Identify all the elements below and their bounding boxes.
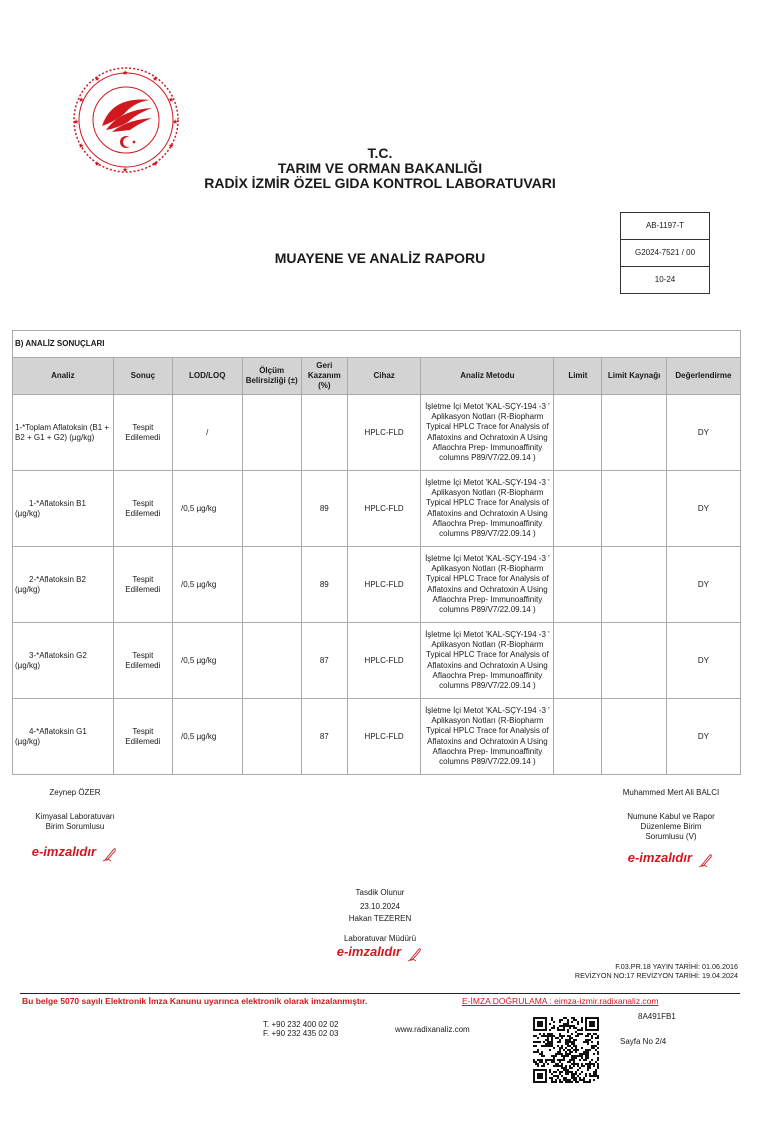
- cell-geri-kazanim: [301, 395, 347, 471]
- cell-analiz: [13, 547, 113, 623]
- cell-analiz-metodu: İşletme İçi Metot 'KAL-SÇY-194 -3 ' Aplikasyon Notları (R-Biopharm Typical HPLC Trace for Analysis of Aflatoxins and Ochratoxin A Using Aflaochra Prep- Immunoaffinity columns P89/V7/22.09.14 ): [421, 547, 554, 623]
- cell-cihaz: HPLC-FLD: [347, 547, 421, 623]
- page-number: Sayfa No 2/4: [620, 1037, 667, 1046]
- cell-lod-loq: /0,5 µg/kg: [173, 623, 243, 699]
- e-signature-label: e-imzalıdır: [336, 944, 402, 960]
- form-revision: REVİZYON NO:17 REVİZYON TARİHİ: 19.04.2024: [574, 971, 738, 980]
- e-signature-verify-link[interactable]: E-İMZA DOĞRULAMA : eimza-izmir.radixanaliz.com: [462, 996, 659, 1006]
- cell-limit-kaynagi: [602, 699, 666, 775]
- pen-icon: [698, 852, 714, 868]
- cell-analiz: [13, 699, 113, 775]
- cell-analiz-metodu: İşletme İçi Metot 'KAL-SÇY-194 -3 ' Aplikasyon Notları (R-Biopharm Typical HPLC Trace for Analysis of Aflatoxins and Ochratoxin A Using Aflaochra Prep- Immunoaffinity columns P89/V7/22.09.14 ): [421, 471, 554, 547]
- cell-olcum-belirsizligi: [242, 471, 301, 547]
- svg-text:★: ★: [168, 97, 175, 104]
- cell-limit: [554, 699, 602, 775]
- cell-lod-loq: /0,5 µg/kg: [173, 699, 243, 775]
- cell-lod-loq: /: [173, 395, 243, 471]
- col-header-olcum-belirsizligi: Ölçüm Belirsizliği (±): [242, 358, 301, 395]
- accreditation-code: AB-1197-T: [621, 213, 709, 240]
- analiz-name: 1-*Toplam Aflatoksin (B1: [15, 422, 103, 432]
- form-code: [520, 962, 738, 980]
- cell-sonuc: Tespit Edilemedi: [113, 699, 172, 775]
- analiz-unit: (µg/kg): [15, 660, 41, 670]
- cell-limit-kaynagi: [602, 547, 666, 623]
- report-title: MUAYENE VE ANALİZ RAPORU: [274, 250, 486, 266]
- svg-text:★: ★: [73, 119, 80, 126]
- col-header-limit-kaynagi: Limit Kaynağı: [602, 358, 666, 395]
- signer-name: Hakan TEZEREN: [348, 914, 412, 923]
- cell-cihaz: HPLC-FLD: [347, 395, 421, 471]
- col-header-analiz-metodu: Analiz Metodu: [421, 358, 554, 395]
- e-signature-label: e-imzalıdır: [627, 850, 693, 866]
- cell-lod-loq: /0,5 µg/kg: [173, 471, 243, 547]
- phone-number: T. +90 232 400 02 02: [263, 1020, 339, 1029]
- cell-degerlendirme: DY: [666, 623, 740, 699]
- cell-geri-kazanim: 89: [301, 471, 347, 547]
- svg-text:★: ★: [168, 143, 175, 150]
- cell-degerlendirme: DY: [666, 395, 740, 471]
- analiz-name: 4-*Aflatoksin G1: [29, 726, 87, 736]
- header-line-tc: T.C.: [367, 145, 393, 161]
- cell-limit: [554, 623, 602, 699]
- signer-role: Laboratuvar Müdürü: [343, 934, 417, 943]
- analiz-name: 2-*Aflatoksin B2: [29, 574, 86, 584]
- cell-olcum-belirsizligi: [242, 623, 301, 699]
- cell-analiz: [13, 623, 113, 699]
- cell-sonuc: Tespit Edilemedi: [113, 395, 172, 471]
- col-header-degerlendirme: Değerlendirme: [666, 358, 740, 395]
- report-number: G2024-7521 / 00: [621, 240, 709, 267]
- cell-sonuc: Tespit Edilemedi: [113, 623, 172, 699]
- cell-sonuc: Tespit Edilemedi: [113, 547, 172, 623]
- qr-code-icon[interactable]: [533, 1017, 599, 1083]
- svg-text:★: ★: [78, 97, 85, 104]
- col-header-analiz: Analiz: [13, 358, 113, 395]
- cell-degerlendirme: DY: [666, 547, 740, 623]
- signature-lab-director: [280, 888, 480, 962]
- svg-text:★: ★: [122, 70, 129, 77]
- signer-role: Kimyasal Laboratuvarı Birim Sorumlusu: [35, 812, 115, 831]
- cell-geri-kazanim: 87: [301, 699, 347, 775]
- analiz-name: 1-*Aflatoksin B1: [29, 498, 86, 508]
- cell-cihaz: HPLC-FLD: [347, 699, 421, 775]
- svg-text:★: ★: [172, 119, 179, 126]
- pen-icon: [102, 846, 118, 862]
- analiz-unit: + B2 + G1 + G2) (µg/kg): [15, 422, 110, 442]
- contact-info: [263, 1020, 338, 1038]
- cell-analiz-metodu: İşletme İçi Metot 'KAL-SÇY-194 -3 ' Aplikasyon Notları (R-Biopharm Typical HPLC Trace for Analysis of Aflatoxins and Ochratoxin A Using Aflaochra Prep- Immunoaffinity columns P89/V7/22.09.14 ): [421, 623, 554, 699]
- analiz-unit: (µg/kg): [15, 584, 41, 594]
- cell-geri-kazanim: 89: [301, 547, 347, 623]
- e-signature: [20, 846, 130, 862]
- website-link[interactable]: www.radixanaliz.com: [395, 1025, 470, 1034]
- cell-limit-kaynagi: [602, 395, 666, 471]
- cell-lod-loq: /0,5 µg/kg: [173, 547, 243, 623]
- signature-chemistry-lab: [20, 788, 130, 862]
- cell-analiz-metodu: İşletme İçi Metot 'KAL-SÇY-194 -3 ' Aplikasyon Notları (R-Biopharm Typical HPLC Trace for Analysis of Aflatoxins and Ochratoxin A Using Aflaochra Prep- Immunoaffinity columns P89/V7/22.09.14 ): [421, 699, 554, 775]
- col-header-cihaz: Cihaz: [347, 358, 421, 395]
- cell-limit-kaynagi: [602, 623, 666, 699]
- svg-text:★: ★: [122, 167, 129, 174]
- approval-label: Tasdik Olunur: [355, 888, 405, 897]
- signer-name: Zeynep ÖZER: [49, 788, 101, 797]
- analiz-unit: (µg/kg): [15, 508, 41, 518]
- document-code-box: [620, 212, 710, 294]
- col-header-lod-loq: LOD/LOQ: [173, 358, 243, 395]
- table-row: [13, 623, 740, 699]
- analysis-results-section: [12, 330, 741, 775]
- cell-olcum-belirsizligi: [242, 395, 301, 471]
- cell-olcum-belirsizligi: [242, 699, 301, 775]
- report-period: 10-24: [654, 275, 676, 284]
- cell-limit: [554, 547, 602, 623]
- table-row: [13, 699, 740, 775]
- cell-cihaz: HPLC-FLD: [347, 623, 421, 699]
- svg-text:★: ★: [152, 76, 159, 83]
- cell-analiz: [13, 395, 113, 471]
- form-publish-date: F.03.PR.18 YAYIN TARİHİ: 01.06.2016: [615, 962, 738, 971]
- svg-text:★: ★: [152, 161, 159, 168]
- cell-limit: [554, 471, 602, 547]
- table-row: [13, 547, 740, 623]
- table-row: [13, 471, 740, 547]
- header-line-ministry: TARIM VE ORMAN BAKANLIĞI: [277, 160, 483, 176]
- fax-number: F. +90 232 435 02 03: [263, 1029, 339, 1038]
- signer-role: Numune Kabul ve Rapor Düzenleme Birim Sorumlusu (V): [627, 812, 715, 841]
- col-header-sonuc: Sonuç: [113, 358, 172, 395]
- cell-analiz-metodu: İşletme İçi Metot 'KAL-SÇY-194 -3 ' Aplikasyon Notları (R-Biopharm Typical HPLC Trace for Analysis of Aflatoxins and Ochratoxin A Using Aflaochra Prep- Immunoaffinity columns P89/V7/22.09.14 ): [421, 395, 554, 471]
- col-header-limit: Limit: [554, 358, 602, 395]
- table-row: [13, 395, 740, 471]
- col-header-geri-kazanim: Geri Kazanım (%): [301, 358, 347, 395]
- cell-cihaz: HPLC-FLD: [347, 471, 421, 547]
- table-header-row: [13, 358, 740, 395]
- e-signature: [280, 946, 480, 962]
- cell-analiz: [13, 471, 113, 547]
- approval-date: 23.10.2024: [359, 902, 401, 911]
- verification-code: 8A491FB1: [638, 1012, 676, 1021]
- cell-olcum-belirsizligi: [242, 547, 301, 623]
- analiz-unit: (µg/kg): [15, 736, 41, 746]
- cell-geri-kazanim: 87: [301, 623, 347, 699]
- cell-limit-kaynagi: [602, 471, 666, 547]
- section-title: B) ANALİZ SONUÇLARI: [13, 331, 740, 358]
- svg-text:★: ★: [94, 76, 101, 83]
- cell-sonuc: Tespit Edilemedi: [113, 471, 172, 547]
- results-table: [13, 358, 740, 774]
- header-line-laboratory: RADİX İZMİR ÖZEL GIDA KONTROL LABORATUVARI: [204, 175, 556, 191]
- e-signature-label: e-imzalıdır: [31, 844, 97, 860]
- svg-text:★: ★: [78, 143, 85, 150]
- e-signature-legal-note: Bu belge 5070 sayılı Elektronik İmza Kanunu uyarınca elektronik olarak imzalanmıştır.: [22, 996, 368, 1006]
- analiz-name: 3-*Aflatoksin G2: [29, 650, 87, 660]
- footer-divider: [20, 993, 740, 994]
- signer-name: Muhammed Mert Ali BALCI: [622, 788, 720, 797]
- cell-degerlendirme: DY: [666, 699, 740, 775]
- cell-limit: [554, 395, 602, 471]
- pen-icon: [407, 946, 423, 962]
- signature-sample-reception: [596, 788, 746, 868]
- cell-degerlendirme: DY: [666, 471, 740, 547]
- e-signature: [596, 852, 746, 868]
- svg-text:★: ★: [94, 161, 101, 168]
